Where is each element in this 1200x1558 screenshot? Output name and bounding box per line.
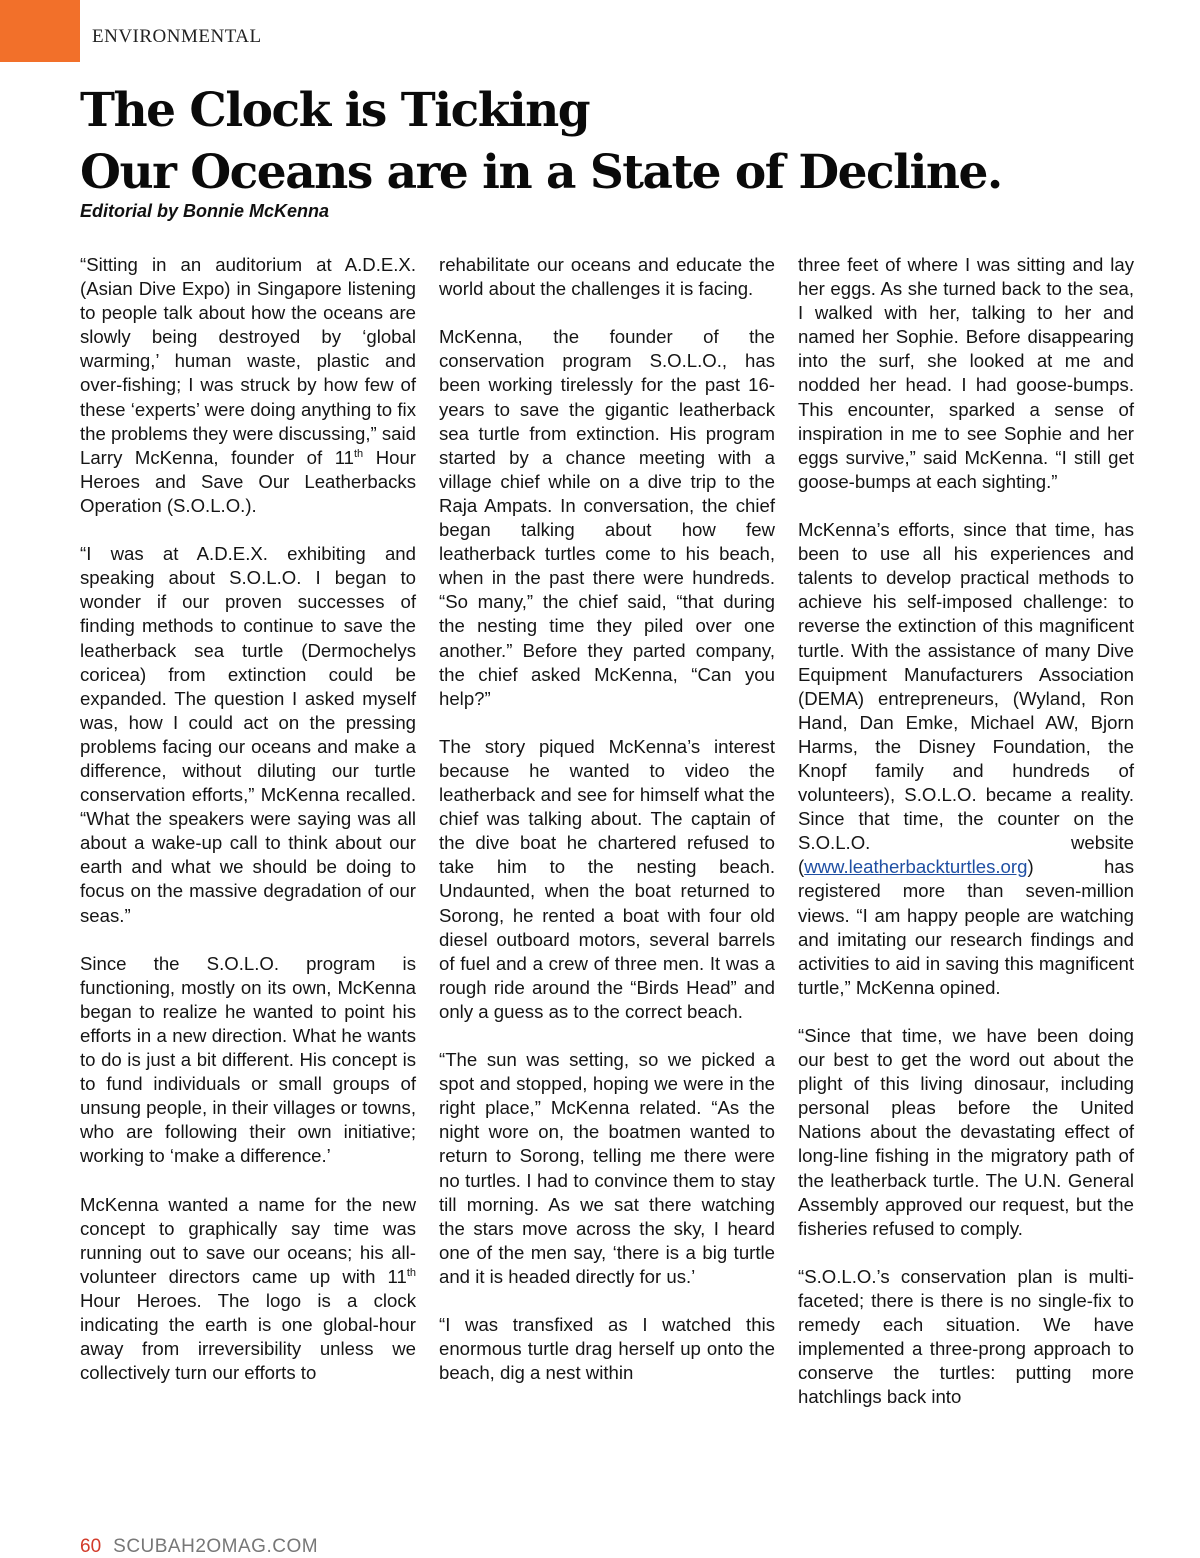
headline-line-2: Our Oceans are in a State of Decline. (80, 145, 1002, 200)
paragraph: “Sitting in an auditorium at A.D.E.X. (Asian Dive Expo) in Singapore listening to people talk about how the oceans are slowly being destroyed by ‘global warming,’ human waste, plastic and over-fishing; I was struck by how few of these ‘experts’ were doing anything to fix the problems they were discussing,” said Larry McKenna, founder of 11th Hour Heroes and Save Our Leatherbacks Operation (S.O.L.O.). (80, 254, 416, 516)
headline (80, 80, 1160, 204)
corner-accent-block (0, 0, 80, 62)
paragraph: Since the S.O.L.O. program is functioning, mostly on its own, McKenna began to realize he wanted to point his efforts in a new direction. What he wants to do is just a bit different. His concept is to fund individuals or small groups of unsung people, in their villages or towns, who are following their own initiative; working to ‘make a difference.’ (80, 952, 416, 1167)
paragraph: “Since that time, we have been doing our best to get the word out about the plight of this living dinosaur, including personal pleas before the United Nations about the devastating effect of long-line fishing in the migratory path of the leatherback turtle. The U.N. General Assembly approved our request, but the fisheries refused to comply. (798, 1025, 1134, 1239)
website-link[interactable]: www.leatherbackturtles.org (804, 856, 1028, 878)
paragraph: “I was transfixed as I watched this enormous turtle drag herself up onto the beach, dig a nest within (439, 1314, 775, 1384)
byline: Editorial by Bonnie McKenna (80, 201, 330, 221)
paragraph: three feet of where I was sitting and lay her eggs. As she turned back to the sea, I walked with her, talking to her and named her Sophie. Before disappearing into the surf, she looked at me and nodded her head. I had goose-bumps. This encounter, sparked a sense of inspiration in me to see Sophie and her eggs survive,” said McKenna. “I still get goose-bumps at each sighting.” (798, 254, 1134, 492)
column-2 (439, 253, 775, 1385)
headline-line-1: The Clock is Ticking (80, 83, 590, 138)
paragraph: McKenna wanted a name for the new concept to graphically say time was running out to save our oceans; his all-volunteer directors came up with 11th Hour Heroes. The logo is a clock indicating the earth is one global-hour away from irreversibility unless we collectively turn our efforts to (80, 1193, 416, 1384)
column-3 (798, 253, 1134, 1410)
column-1 (80, 253, 416, 1385)
paragraph: The story piqued McKenna’s interest because he wanted to video the leatherback and see for himself what the chief was talking about. The captain of the dive boat he chartered refused to take him to the nesting beach. Undaunted, when the boat returned to Sorong, he rented a boat with four old diesel outboard motors, several barrels of fuel and a crew of three men. It was a rough ride around the “Birds Head” and only a guess as to the correct beach. (439, 735, 775, 1022)
page-number: 60 (80, 1536, 102, 1557)
paragraph: “I was at A.D.E.X. exhibiting and speaking about S.O.L.O. I began to wonder if our proven successes of finding methods to continue to save the leatherback sea turtle (Dermochelys coricea) from extinction could be expanded. The question I asked myself was, how I could act on the pressing problems facing our oceans and make a difference, without diluting our turtle conservation efforts,” McKenna recalled. “What the speakers were saying was all about a wake-up call to think about our earth and what we should be doing to focus on the massive degradation of our seas.” (80, 543, 416, 926)
paragraph: McKenna, the founder of the conservation program S.O.L.O., has been working tirelessly for the past 16-years to save the gigantic leatherback sea turtle from extinction. His program started by a chance meeting with a village chief while on a dive trip to the Raja Ampats. In conversation, the chief began talking about how few leatherback turtles come to his beach, when in the past there were hundreds. “So many,” the chief said, “that during the nesting time they piled over one another.” Before they parted company, the chief asked McKenna, “Can you help?” (439, 326, 775, 709)
site-name: SCUBAH2OMAG.COM (113, 1536, 319, 1557)
section-label: ENVIRONMENTAL (92, 26, 262, 47)
paragraph: McKenna’s efforts, since that time, has been to use all his experiences and talents to develop practical methods to achieve his self-imposed challenge: to reverse the extinction of this magnificent turtle. With the assistance of many Dive Equipment Manufacturers Association (DEMA) entrepreneurs, (Wyland, Ron Hand, Dan Emke, Michael AW, Bjorn Harms, the Disney Foundation, the Knopf family and hundreds of volunteers), S.O.L.O. became a reality. Since that time, the counter on the S.O.L.O. website (www.leatherbackturtles.org) has registered more than seven-million views. “I am happy people are watching and imitating our research findings and activities to aid in saving this magnificent turtle,” McKenna opined. (798, 519, 1134, 998)
paragraph: “The sun was setting, so we picked a spot and stopped, hoping we were in the right place,” McKenna related. “As the night wore on, the boatmen wanted to return to Sorong, telling me there were no turtles. I had to convince them to stay till morning. As we sat there watching the stars move across the sky, I heard one of the men say, ‘there is a big turtle and it is headed directly for us.’ (439, 1049, 775, 1287)
page-footer (80, 1536, 318, 1558)
paragraph: “S.O.L.O.’s conservation plan is multi-faceted; there is there is no single-fix to remedy each situation. We have implemented a three-prong approach to conserve the turtles: putting more hatchlings back into (798, 1265, 1134, 1408)
paragraph: rehabilitate our oceans and educate the world about the challenges it is facing. (439, 254, 775, 300)
